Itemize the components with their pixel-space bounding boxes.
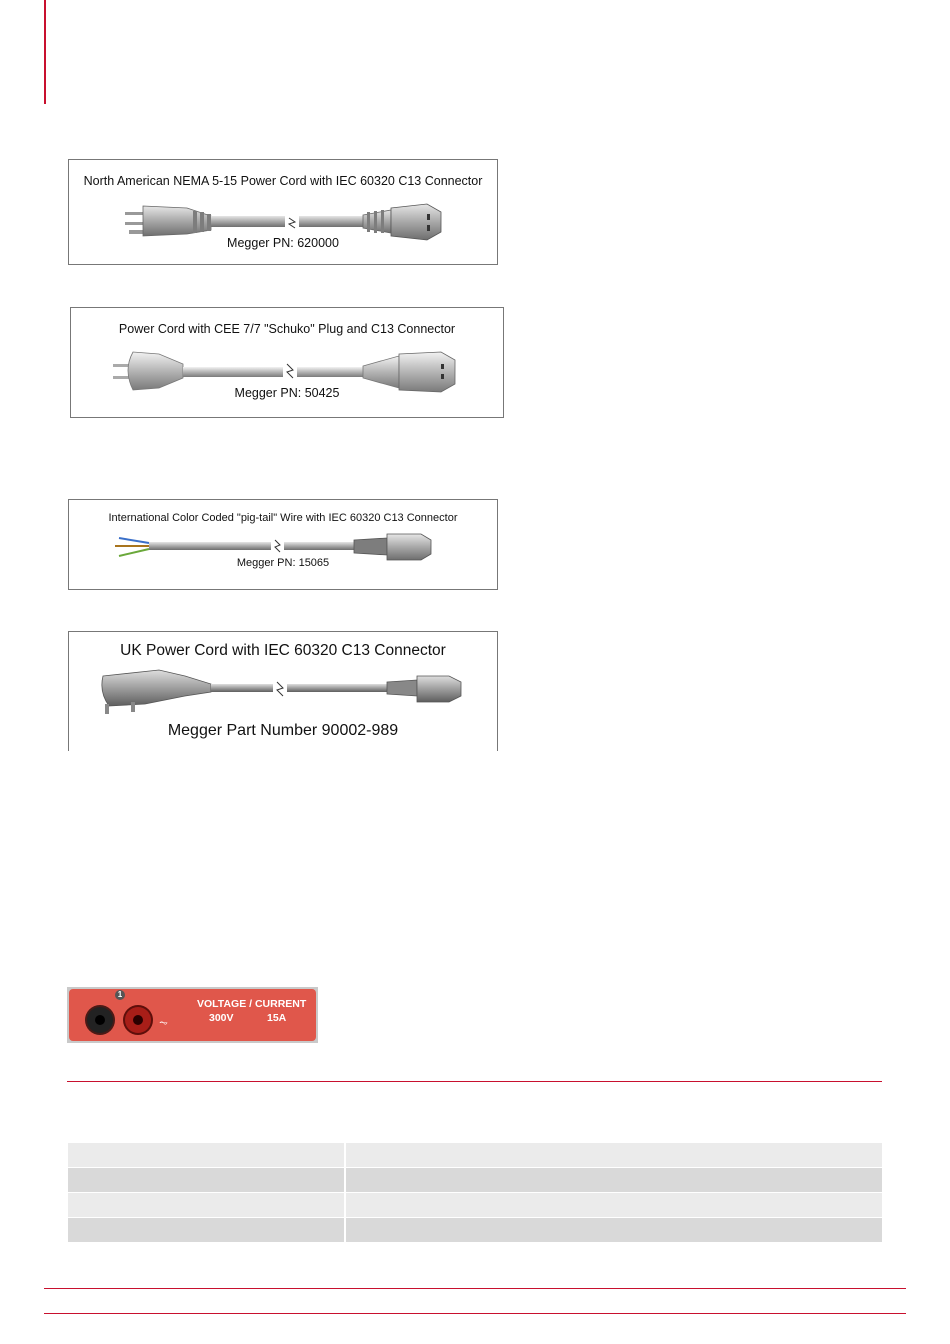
- pigtail-cord-illustration: [69, 500, 499, 591]
- nema-cord-illustration: [69, 160, 499, 266]
- table-cell: [68, 1168, 344, 1192]
- table-row: [68, 1193, 882, 1217]
- power-cord-card-uk: [68, 631, 498, 751]
- part-number: Megger PN: 50425: [234, 386, 340, 400]
- card-title: International Color Coded "pig-tail" Wire with IEC 60320 C13 Connector: [108, 512, 458, 524]
- voltage-current-panel: [67, 987, 318, 1043]
- footer-line-top: [44, 1288, 906, 1289]
- power-cord-card-pigtail: [68, 499, 498, 590]
- part-number: Megger PN: 15065: [236, 557, 330, 569]
- footer-line-bottom: [44, 1313, 906, 1314]
- table-row: [68, 1168, 882, 1192]
- table-cell: [68, 1143, 344, 1167]
- card-title: Power Cord with CEE 7/7 "Schuko" Plug and C13 Connector: [118, 322, 456, 336]
- card-title: North American NEMA 5-15 Power Cord with IEC 60320 C13 Connector: [83, 174, 483, 188]
- panel-face: [69, 989, 316, 1041]
- section-divider: [67, 1081, 882, 1082]
- power-cord-card-schuko: [70, 307, 504, 418]
- schuko-cord-illustration: [71, 308, 505, 419]
- channel-number: 1: [115, 990, 125, 1000]
- table-row: [68, 1143, 882, 1167]
- table-cell: [346, 1193, 882, 1217]
- card-title: UK Power Cord with IEC 60320 C13 Connector: [120, 642, 446, 659]
- table-row: [68, 1218, 882, 1242]
- table-cell: [68, 1193, 344, 1217]
- table-cell: [68, 1218, 344, 1242]
- panel-current: 15A: [267, 1012, 287, 1024]
- terminal-red-hole: [133, 1015, 143, 1025]
- table-cell: [346, 1218, 882, 1242]
- part-number: Megger PN: 620000: [227, 236, 339, 250]
- power-cord-card-nema: [68, 159, 498, 265]
- part-number: Megger Part Number 90002-989: [167, 722, 399, 739]
- terminal-black-hole: [95, 1015, 105, 1025]
- table-cell: [346, 1168, 882, 1192]
- ac-dc-symbol-icon: ⏦: [159, 1017, 168, 1029]
- panel-voltage: 300V: [209, 1012, 234, 1024]
- header-accent-bar: [44, 0, 46, 104]
- panel-label: VOLTAGE / CURRENT: [197, 998, 307, 1010]
- table-cell: [346, 1143, 882, 1167]
